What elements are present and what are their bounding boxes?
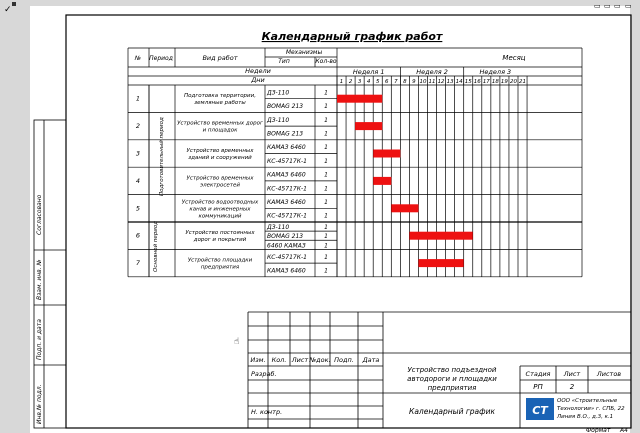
day-label: 15: [464, 79, 472, 85]
side-sign-date-label: Подп. и дата: [36, 319, 43, 360]
day-label: 9: [412, 79, 416, 85]
day-label: 21: [519, 79, 527, 85]
machine-type: КС-45717К-1: [267, 212, 307, 220]
stamp-nkontr: Н. контр.: [251, 408, 283, 416]
col-num-header: №: [134, 55, 142, 62]
machine-qty: 1: [324, 233, 328, 241]
schedule-title: Календарный график работ: [261, 30, 443, 43]
machine-qty: 1: [324, 103, 328, 111]
day-label: 8: [403, 79, 407, 85]
day-label: 17: [482, 79, 490, 85]
day-label: 14: [455, 79, 463, 85]
machine-type: КАМАЗ 6460: [267, 144, 306, 152]
stamp-sheets-label: Листов: [596, 370, 622, 378]
day-label: 11: [428, 79, 436, 85]
machine-type: BOMAG 213: [267, 103, 304, 111]
format-label: Формат: [586, 427, 611, 433]
machine-type: КАМАЗ 6460: [267, 171, 306, 179]
day-label: 1: [339, 79, 344, 85]
machine-qty: 1: [324, 212, 328, 220]
stamp-stage-label: Стадия: [525, 370, 551, 378]
col-qty-header: Кол-во: [315, 58, 337, 65]
window-close-icon[interactable]: ▭: [625, 2, 632, 10]
machine-qty: 1: [324, 171, 328, 179]
day-labels: [340, 79, 526, 85]
row-work: Устройство временных зданий и сооружений: [186, 148, 254, 161]
day-label: 2: [348, 79, 353, 85]
stamp-razrab: Разраб.: [251, 370, 277, 378]
format-value: А4: [620, 427, 628, 433]
day-label: 20: [509, 79, 517, 85]
day-label: 6: [385, 79, 389, 85]
machine-type: ДЗ-110: [267, 224, 290, 232]
row-work: Подготовка территории, земляные работы: [184, 93, 256, 107]
machine-qty: 1: [324, 89, 328, 97]
machine-qty: 1: [324, 267, 328, 275]
machine-qty: 1: [324, 224, 328, 232]
stamp-project-title: Устройство подъездной автодороги и площадки предприятия: [407, 366, 497, 392]
machine-type: ДЗ-110: [267, 116, 290, 124]
side-inv-orig-label: Взам. инв. №: [36, 259, 43, 300]
company-line-1: ООО «Строительные: [557, 398, 618, 404]
week-label: Неделя 3: [479, 68, 512, 76]
day-label: 12: [437, 79, 445, 85]
col-type-header: Тип: [278, 58, 290, 65]
machine-qty: 1: [324, 144, 328, 152]
day-label: 18: [491, 79, 499, 85]
machine-qty: 1: [324, 198, 328, 206]
machine-type: КС-45717К-1: [267, 185, 307, 193]
company-logo: [526, 398, 554, 420]
gantt-bar: [373, 150, 400, 158]
day-label: 4: [366, 79, 371, 85]
row-number: 6: [135, 231, 141, 240]
machine-type: КС-45717К-1: [267, 253, 307, 261]
gantt-bar: [418, 259, 463, 267]
row-work: Устройство водоотводных канав и инженерных коммуникаций: [181, 199, 259, 220]
chrome-icon: ✓: [4, 5, 12, 15]
paper-sheet: [30, 6, 630, 433]
machine-type: BOMAG 213: [267, 233, 304, 241]
chrome-marker: [12, 2, 16, 6]
stamp-col-kol: Кол.: [271, 356, 287, 364]
machine-type: КАМАЗ 6460: [267, 267, 306, 275]
row-work: Устройство временных дорог и площадок: [177, 120, 263, 134]
gantt-bar: [391, 204, 418, 212]
day-label: 7: [394, 79, 398, 85]
week-labels: [353, 68, 511, 76]
row-number: 2: [135, 122, 141, 131]
period-prep-label: Подготовительный период: [159, 117, 165, 196]
machine-type: BOMAG 213: [267, 130, 304, 138]
side-inv-podl-label: Инв.№ подл.: [36, 384, 43, 424]
row-work: Устройство площадки предприятия: [187, 257, 253, 271]
day-label: 5: [375, 79, 380, 85]
machine-qty: 1: [324, 157, 328, 165]
machine-qty: 1: [324, 185, 328, 193]
day-label: 10: [419, 79, 427, 85]
day-label: 16: [473, 79, 481, 85]
stamp-col-doc: №док.: [309, 356, 331, 364]
machine-qty: 1: [324, 253, 328, 261]
row-work: Устройство временных электросетей: [186, 175, 254, 189]
machine-type: КАМАЗ 6460: [267, 198, 306, 206]
window-minimize-icon[interactable]: ▭: [604, 2, 611, 10]
gantt-bar: [355, 122, 382, 130]
machine-qty: 1: [324, 116, 328, 124]
row-number: 5: [135, 204, 141, 213]
company-line-2: Технологии» г. СПБ, 22: [557, 406, 625, 412]
col-machines-header: Механизмы: [285, 49, 323, 56]
col-work-header: Вид работ: [202, 54, 238, 62]
week-label: Неделя 1: [352, 68, 385, 76]
company-line-3: Линия В.О., д.3, к.1: [557, 414, 614, 420]
stamp-col-date: Дата: [362, 356, 380, 364]
window-restore-icon[interactable]: ▭: [594, 2, 601, 10]
gantt-bar: [337, 95, 382, 103]
machine-qty: 1: [324, 242, 328, 250]
window-maximize-icon[interactable]: ▭: [614, 2, 621, 10]
gantt-bar: [409, 232, 472, 240]
row-number: 1: [135, 94, 141, 103]
side-agreed-label: Согласовано: [36, 194, 43, 235]
stamp-sheet-value: 2: [569, 383, 575, 391]
gantt-bar: [373, 177, 391, 185]
week-label: Неделя 2: [416, 68, 448, 76]
day-label: 3: [357, 79, 362, 85]
machine-type: ДЗ-110: [267, 89, 290, 97]
stamp-stage-value: РП: [533, 383, 543, 391]
stamp-col-sign: Подп.: [334, 356, 354, 364]
day-label: 13: [446, 79, 454, 85]
stamp-sheet-title: Календарный график: [409, 407, 495, 416]
row-number: 7: [135, 259, 141, 268]
stamp-sheet-label: Лист: [563, 370, 581, 378]
stamp-col-izm: Изм.: [250, 356, 266, 364]
col-month-header: Месяц: [502, 54, 526, 62]
machine-qty: 1: [324, 130, 328, 138]
days-row-label: Дни: [251, 76, 265, 84]
company-logo-text: СТ: [532, 404, 548, 417]
weeks-row-label: Недели: [245, 67, 271, 75]
hand-pointer-icon: ☝: [234, 337, 240, 347]
machine-type: КС-45717К-1: [267, 157, 307, 165]
col-period-header: Период: [149, 55, 173, 62]
period-main-label: Основной период: [153, 220, 159, 272]
day-label: 19: [500, 79, 508, 85]
row-work: Устройство постоянных дорог и покрытий: [185, 230, 255, 244]
row-number: 4: [135, 176, 141, 185]
row-number: 3: [135, 149, 141, 158]
stamp-col-list: Лист: [291, 356, 309, 364]
machine-type: 6460 КАМАЗ: [267, 242, 306, 250]
